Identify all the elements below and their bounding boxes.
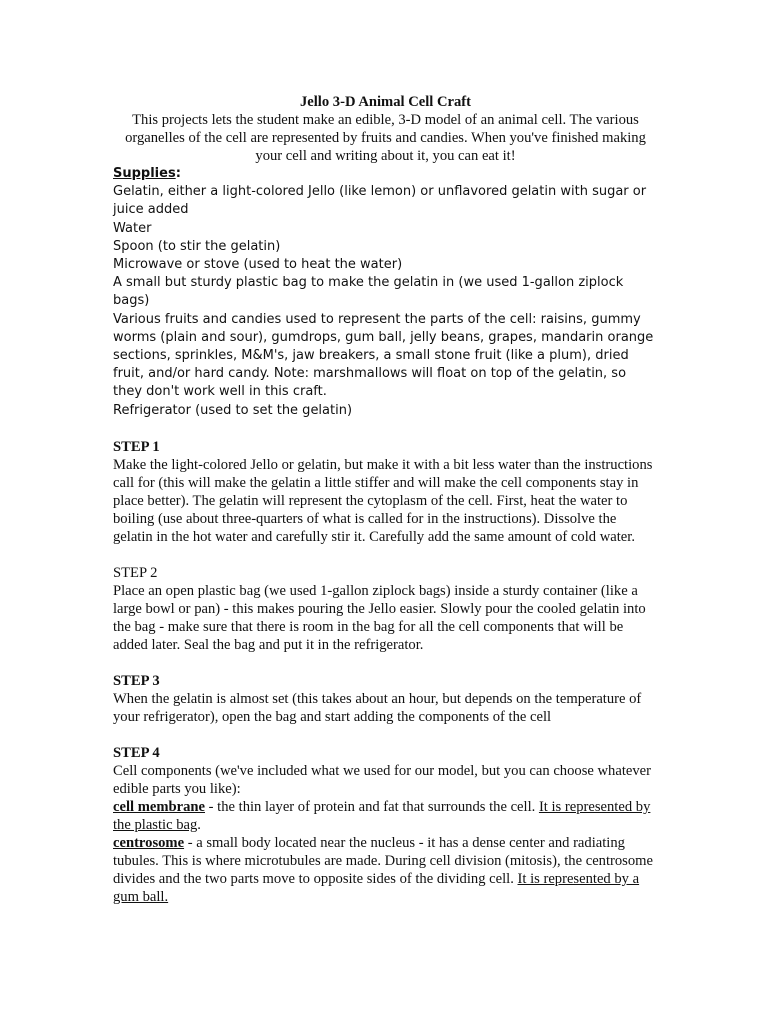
component-term: centrosome xyxy=(113,834,185,851)
step-1-text: Make the light-colored Jello or gelatin, but make it with a bit less water than the instructions call for (this will make the gelatin a little stiffer and will make the cell components stay in place better). The gelatin will represent the cytoplasm of the cell. First, heat the water to boiling (use about three-quarters of what is called for in the instructions). Dissolve the gelatin in the hot water and carefully stir it. Carefully add the same amount of cold water. xyxy=(113,456,653,545)
component-represented: It is represented by a gum ball. xyxy=(113,870,640,905)
supply-item: Spoon (to stir the gelatin) xyxy=(113,238,281,254)
step-3-section xyxy=(113,672,658,726)
supply-item: Various fruits and candies used to represent the parts of the cell: raisins, gummy worms (plain and sour), gumdrops, gum ball, jelly beans, grapes, mandarin orange sections, sprinkles, M&M's, jaw breakers, a small stone fruit (like a plum), dried fruit, and/or hard candy. Note: marshmallows will float on top of the gelatin, so they don't work well in this craft. xyxy=(113,311,654,400)
step-4-text: Cell components (we've included what we used for our model, but you can choose whatever edible parts you like): xyxy=(113,762,651,797)
supply-item: Microwave or stove (used to heat the water) xyxy=(113,257,403,273)
component-cell-membrane xyxy=(113,798,658,834)
step-4-heading: STEP 4 xyxy=(113,744,160,761)
supplies-heading-label: Supplies xyxy=(113,166,176,181)
intro-paragraph: This projects lets the student make an edible, 3-D model of an animal cell. The various organelles of the cell are represented by fruits and candies. When you've finished making your cell and writing about it, you can eat it! xyxy=(125,112,646,164)
supplies-heading xyxy=(113,165,658,183)
step-2-heading: STEP 2 xyxy=(113,564,158,581)
spacer xyxy=(113,726,658,744)
document-title: Jello 3-D Animal Cell Craft xyxy=(299,94,472,110)
supplies-heading-colon: : xyxy=(175,166,181,181)
spacer xyxy=(113,420,658,438)
step-1-heading: STEP 1 xyxy=(113,438,160,455)
component-centrosome xyxy=(113,834,658,906)
spacer xyxy=(113,654,658,672)
step-4-section xyxy=(113,744,658,906)
step-3-heading: STEP 3 xyxy=(113,672,160,689)
supply-item: Gelatin, either a light-colored Jello (like lemon) or unflavored gelatin with sugar or juice added xyxy=(113,184,647,218)
component-end: . xyxy=(197,816,201,833)
supply-item: A small but sturdy plastic bag to make the gelatin in (we used 1-gallon ziplock bags) xyxy=(113,275,624,309)
supply-item: Water xyxy=(113,220,152,236)
step-1-section xyxy=(113,438,658,546)
component-description: - a small body located near the nucleus - it has a dense center and radiating tubules. This is where microtubules are made. During cell division (mitosis), the centrosome divides and the two parts move to opposite sides of the dividing cell. xyxy=(113,834,653,887)
spacer xyxy=(113,546,658,564)
step-2-text: Place an open plastic bag (we used 1-gallon ziplock bags) inside a sturdy container (like a large bowl or pan) - this makes pouring the Jello easier. Slowly pour the cooled gelatin into the bag - make sure that there is room in the bag for all the cell components that will be added later. Seal the bag and put it in the refrigerator. xyxy=(113,582,646,653)
document-page xyxy=(113,93,658,906)
supply-item: Refrigerator (used to set the gelatin) xyxy=(113,402,353,418)
component-description: - the thin layer of protein and fat that surrounds the cell. xyxy=(205,798,539,815)
component-term: cell membrane xyxy=(113,798,205,815)
step-3-text: When the gelatin is almost set (this takes about an hour, but depends on the temperature of your refrigerator), open the bag and start adding the components of the cell xyxy=(113,690,642,725)
component-represented: It is represented by the plastic bag xyxy=(113,798,651,833)
step-2-section xyxy=(113,564,658,654)
supplies-list xyxy=(113,183,658,420)
